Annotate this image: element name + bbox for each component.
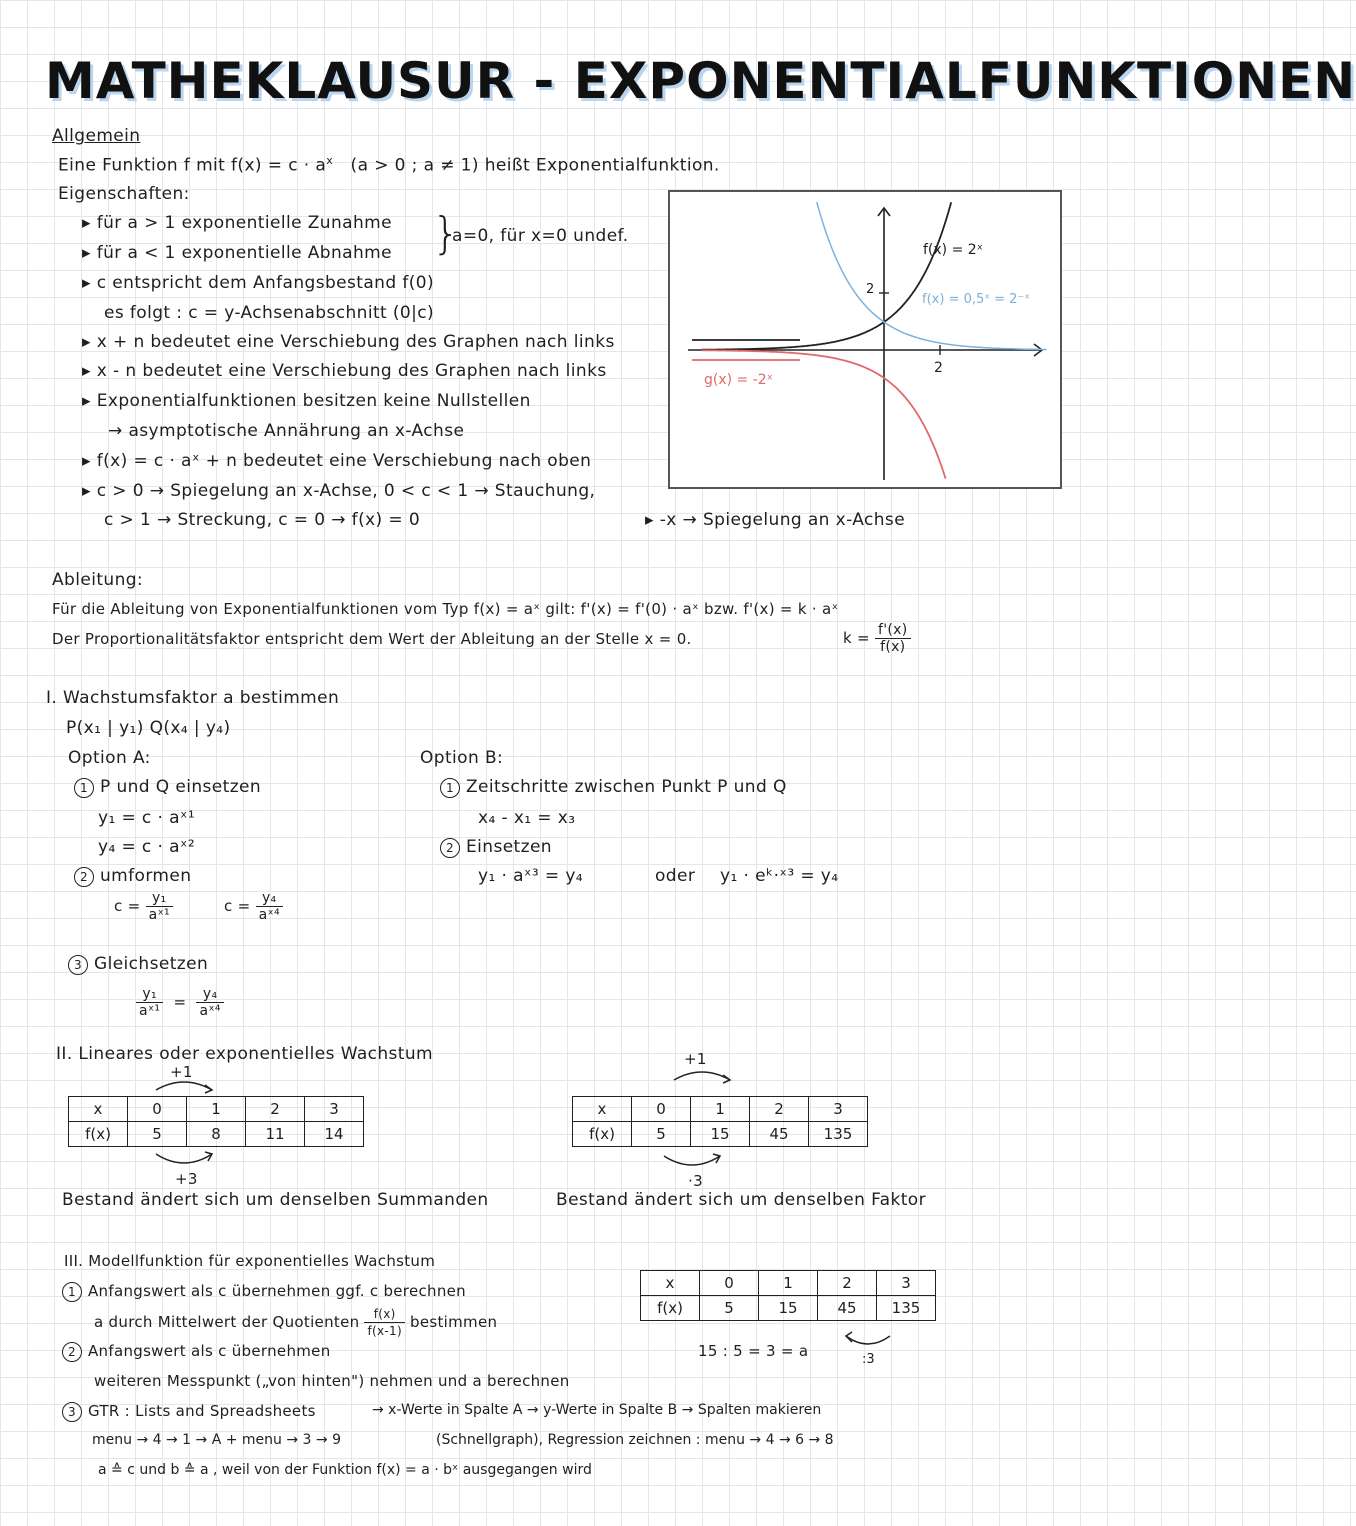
section1-heading: I. Wachstumsfaktor a bestimmen	[46, 688, 340, 708]
table-cell: 5	[700, 1296, 759, 1321]
curve-f	[702, 202, 951, 350]
brace-symbol: }	[432, 208, 460, 259]
linear-caption: Bestand ändert sich um denselben Summanden	[62, 1190, 489, 1210]
step-number-2: 2	[62, 1342, 82, 1362]
step-number-1: 1	[62, 1282, 82, 1302]
optionB-eq1: x₄ - x₁ = x₃	[478, 808, 576, 828]
model-table	[640, 1270, 936, 1321]
linear-bottom-label: +3	[175, 1170, 198, 1188]
optionB-step2-text: Einsetzen	[466, 837, 552, 857]
equate-fraction-1	[136, 986, 163, 1019]
property-item: es folgt : c = y-Achsenabschnitt (0|c)	[104, 303, 435, 323]
section3-step1-text: Anfangswert als c übernehmen ggf. c berechnen	[88, 1282, 466, 1300]
section3-step2b: weiteren Messpunkt („von hinten") nehmen und a berechnen	[94, 1372, 570, 1390]
brace-note: a=0, für x=0 undef.	[452, 226, 629, 246]
table-cell: 14	[305, 1122, 364, 1147]
tick-y-label: 2	[866, 282, 875, 297]
label-f-blue: f(x) = 0,5ˣ = 2⁻ˣ	[922, 292, 1031, 307]
exponential-table	[572, 1096, 868, 1147]
section3-step1b	[94, 1306, 497, 1339]
mirror-note: ▸ -x → Spiegelung an x-Achse	[645, 510, 906, 530]
table-cell: f(x)	[69, 1122, 128, 1147]
c-fraction-1	[146, 890, 173, 923]
optionA-step3-text: Gleichsetzen	[94, 954, 209, 974]
table-cell: 5	[128, 1122, 187, 1147]
derivative-heading: Ableitung:	[52, 570, 144, 590]
optionA-step1-text: P und Q einsetzen	[100, 777, 262, 797]
section3-heading: III. Modellfunktion für exponentielles Wachstum	[64, 1252, 436, 1270]
table-cell: 15	[759, 1296, 818, 1321]
table-cell: 8	[187, 1122, 246, 1147]
optionB-label: Option B:	[420, 748, 504, 768]
table-cell: 11	[246, 1122, 305, 1147]
optionA-eq2: y₄ = c · aˣ²	[98, 837, 196, 857]
definition-line	[58, 154, 720, 176]
k-formula	[843, 622, 911, 655]
optionA-step2	[74, 866, 191, 887]
optionB-step1	[440, 777, 787, 798]
c-fraction-2	[256, 890, 283, 923]
table-cell: 3	[305, 1097, 364, 1122]
table-cell: x	[69, 1097, 128, 1122]
property-item: ▸ x + n bedeutet eine Verschiebung des Graphen nach links	[82, 332, 615, 352]
equate-formula: $\frac{\text{y₁}}{\text{aˣ¹}}$ = $\frac{\text{y₄}}{\text{aˣ⁴}}$	[136, 986, 224, 1019]
table-cell: 0	[700, 1271, 759, 1296]
optionB-eq2: y₁ · aˣ³ = y₄	[478, 866, 583, 886]
table-cell: 3	[877, 1271, 936, 1296]
section1-points: P(x₁ | y₁) Q(x₄ | y₄)	[66, 718, 231, 738]
quotient-numerator: f(x)	[364, 1306, 404, 1323]
k-label: k =	[843, 629, 870, 647]
section3-step3c: (Schnellgraph), Regression zeichnen : menu → 4 → 6 → 8	[436, 1432, 834, 1448]
table-cell: 1	[759, 1271, 818, 1296]
tick-x-label: 2	[934, 360, 943, 376]
quotient-denominator: f(x-1)	[367, 1324, 402, 1338]
curve-f-blue	[817, 202, 1047, 349]
optionA-eq1: y₁ = c · aˣ¹	[98, 808, 196, 828]
graph-svg	[670, 192, 1060, 487]
table-row	[69, 1097, 364, 1122]
c-formula-1	[114, 890, 173, 923]
step-number-1: 1	[440, 778, 460, 798]
page-title: MATHEKLAUSUR - EXPONENTIALFUNKTIONEN	[45, 52, 1356, 110]
table-row	[69, 1122, 364, 1147]
table-cell: 2	[750, 1097, 809, 1122]
derivative-line2: Der Proportionalitätsfaktor entspricht dem Wert der Ableitung an der Stelle x = 0.	[52, 630, 692, 648]
step-number-2: 2	[74, 867, 94, 887]
exp-caption: Bestand ändert sich um denselben Faktor	[556, 1190, 927, 1210]
optionB-eq3: y₁ · eᵏ·ˣ³ = y₄	[720, 866, 839, 886]
property-item: c > 1 → Streckung, c = 0 → f(x) = 0	[104, 510, 421, 530]
linear-bottom-arrow	[150, 1150, 220, 1170]
section2-heading: II. Lineares oder exponentielles Wachstum	[56, 1044, 434, 1064]
section3-step1	[62, 1282, 466, 1302]
label-f: f(x) = 2ˣ	[923, 242, 983, 258]
exp-bottom-label: ·3	[688, 1172, 703, 1190]
c-eq-label: c =	[114, 897, 141, 915]
definition-exp: x	[326, 154, 334, 167]
table-row	[573, 1122, 868, 1147]
optionA-step1	[74, 777, 261, 798]
section3-step3	[62, 1402, 316, 1422]
optionB-step2	[440, 837, 552, 858]
k-denominator: f(x)	[880, 639, 906, 655]
table-cell: 2	[818, 1271, 877, 1296]
table-row	[641, 1296, 936, 1321]
definition-text: Eine Funktion f mit f(x) = c · a	[58, 155, 327, 176]
equate-den-2: aˣ⁴	[199, 1003, 221, 1019]
model-arrow-label: :3	[862, 1352, 875, 1367]
table-cell: x	[573, 1097, 632, 1122]
step-number-3: 3	[62, 1402, 82, 1422]
optionA-step3	[68, 954, 208, 975]
table-cell: 45	[818, 1296, 877, 1321]
curve-g	[702, 350, 946, 478]
exp-top-arrow	[668, 1064, 738, 1084]
linear-top-arrow	[150, 1074, 220, 1094]
property-item: ▸ für a < 1 exponentielle Abnahme	[82, 243, 392, 263]
properties-heading: Eigenschaften:	[58, 184, 190, 204]
model-calc: 15 : 5 = 3 = a	[698, 1342, 809, 1360]
c1-numerator: y₁	[146, 890, 173, 907]
table-cell: 135	[877, 1296, 936, 1321]
table-cell: 45	[750, 1122, 809, 1147]
section3-step1b-end: bestimmen	[410, 1313, 498, 1331]
section3-step2-text: Anfangswert als c übernehmen	[88, 1342, 331, 1360]
table-cell: x	[641, 1271, 700, 1296]
property-item: → asymptotische Annährung an x-Achse	[108, 421, 465, 441]
c2-numerator: y₄	[256, 890, 283, 907]
exp-bottom-arrow	[658, 1152, 728, 1172]
step-number-2: 2	[440, 838, 460, 858]
equate-num-2: y₄	[196, 986, 223, 1003]
property-item: ▸ f(x) = c · aˣ + n bedeutet eine Verschiebung nach oben	[82, 451, 592, 471]
property-item: ▸ c entspricht dem Anfangsbestand f(0)	[82, 273, 435, 293]
optionB-step1-text: Zeitschritte zwischen Punkt P und Q	[466, 777, 787, 797]
section3-step3d: a ≙ c und b ≙ a , weil von der Funktion f(x) = a · bˣ ausgegangen wird	[98, 1462, 592, 1478]
exp-top-label: +1	[684, 1050, 707, 1068]
table-cell: f(x)	[641, 1296, 700, 1321]
c1-denominator: aˣ¹	[148, 907, 170, 923]
section3-step3a: → x-Werte in Spalte A → y-Werte in Spalte B → Spalten makieren	[372, 1402, 822, 1418]
table-cell: 0	[632, 1097, 691, 1122]
section3-step2	[62, 1342, 331, 1362]
property-item: ▸ für a > 1 exponentielle Zunahme	[82, 213, 392, 233]
table-cell: 2	[246, 1097, 305, 1122]
table-cell: f(x)	[573, 1122, 632, 1147]
c2-denominator: aˣ⁴	[258, 907, 280, 923]
step-number-1: 1	[74, 778, 94, 798]
equate-den-1: aˣ¹	[139, 1003, 161, 1019]
table-cell: 1	[691, 1097, 750, 1122]
property-item: ▸ Exponentialfunktionen besitzen keine Nullstellen	[82, 391, 531, 411]
label-g: g(x) = -2ˣ	[704, 372, 773, 388]
function-graph	[668, 190, 1062, 489]
table-row	[573, 1097, 868, 1122]
table-cell: 1	[187, 1097, 246, 1122]
derivative-line1: Für die Ableitung von Exponentialfunktionen vom Typ f(x) = aˣ gilt: f'(x) = f'(0) · aˣ bzw. f'(x) = k · aˣ	[52, 600, 839, 618]
definition-cond: (a > 0 ; a ≠ 1) heißt Exponentialfunktion.	[350, 155, 720, 176]
property-item: ▸ c > 0 → Spiegelung an x-Achse, 0 < c < 1 → Stauchung,	[82, 481, 596, 501]
property-item: ▸ x - n bedeutet eine Verschiebung des Graphen nach links	[82, 361, 607, 381]
table-cell: 0	[128, 1097, 187, 1122]
table-cell: 5	[632, 1122, 691, 1147]
optionA-step2-text: umformen	[100, 866, 192, 886]
k-fraction	[875, 622, 911, 655]
table-row	[641, 1271, 936, 1296]
section3-step1b-text: a durch Mittelwert der Quotienten	[94, 1313, 360, 1331]
c-eq-label: c =	[224, 897, 251, 915]
table-cell: 3	[809, 1097, 868, 1122]
optionB-or: oder	[655, 866, 696, 886]
equate-num-1: y₁	[136, 986, 163, 1003]
linear-top-label: +1	[170, 1063, 193, 1081]
section3-step3-text: GTR : Lists and Spreadsheets	[88, 1402, 316, 1420]
k-numerator: f'(x)	[875, 622, 911, 639]
optionA-label: Option A:	[68, 748, 151, 768]
step-number-3: 3	[68, 955, 88, 975]
table-cell: 15	[691, 1122, 750, 1147]
quotient-fraction	[364, 1306, 404, 1339]
c-formula-2	[224, 890, 283, 923]
table-cell: 135	[809, 1122, 868, 1147]
general-heading: Allgemein	[52, 126, 141, 146]
equate-fraction-2	[196, 986, 223, 1019]
model-arrow	[838, 1330, 898, 1350]
linear-table	[68, 1096, 364, 1147]
section3-step3b: menu → 4 → 1 → A + menu → 3 → 9	[92, 1432, 341, 1448]
